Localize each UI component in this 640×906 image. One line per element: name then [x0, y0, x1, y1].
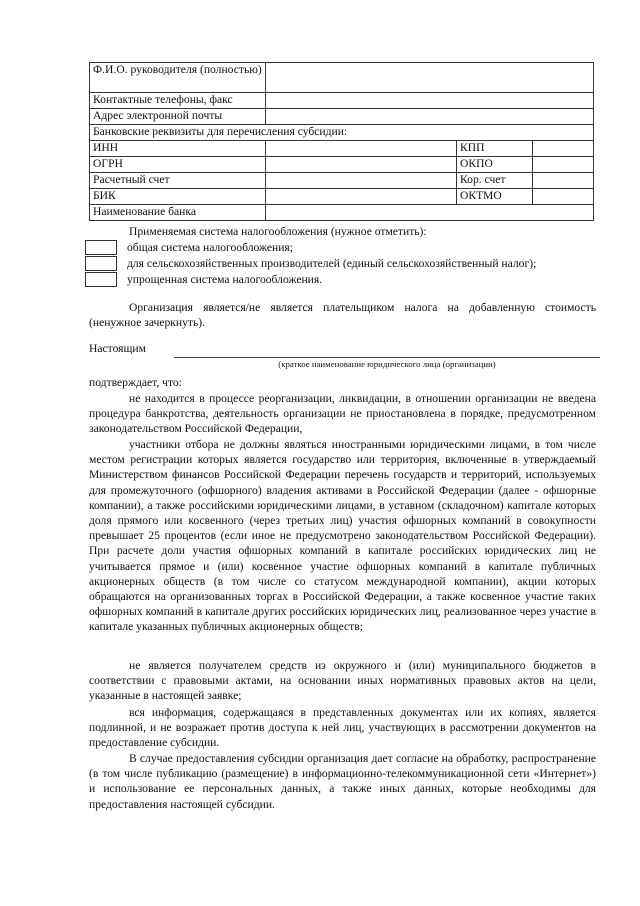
- email-label: Адрес электронной почты: [90, 109, 266, 125]
- ogrn-value[interactable]: [266, 157, 457, 173]
- phones-label: Контактные телефоны, факс: [90, 93, 266, 109]
- email-value[interactable]: [266, 109, 594, 125]
- tax-system-section: [85, 224, 605, 287]
- okpo-label: ОКПО: [457, 157, 533, 173]
- tax-option-checkbox-simplified[interactable]: [85, 272, 117, 287]
- bank-name-label: Наименование банка: [90, 205, 266, 221]
- bank-details-header: Банковские реквизиты для перечисления субсидии:: [90, 125, 594, 141]
- account-value[interactable]: [266, 173, 457, 189]
- oktmo-value[interactable]: [533, 189, 594, 205]
- declaration-paragraph-2: участники отбора не должны являться иностранными юридическими лицами, в том числе местом регистрации которых является государство или территория, включенные в утверждаемый Министерством финансов Российской Федерации перечень государств и территорий, используемых для промежуточного (офшорного) владения активами в Российской Федерации (далее - офшорные компании), а также российскими юридическими лицами, в уставном (складочном) капитале которых доля прямого или косвенного (через третьих лиц) участия офшорных компаний в совокупности превышает 25 процентов (если иное не предусмотрено законодательством Российской Федерации). При расчете доли участия офшорных компаний в капитале российских юридических лиц не учитывается прямое и (или) косвенное участие офшорных компаний в капитале публичных акционерных обществ (в том числе со статусом международной компании), акции которых обращаются на организованных торгах в Российской Федерации, а также косвенное участие таких офшорных компаний в капитале других российских юридических лиц, реализованное через участие в капитале указанных публичных акционерных обществ;: [89, 438, 596, 634]
- table-row: [90, 109, 594, 125]
- bik-value[interactable]: [266, 189, 457, 205]
- tax-option: [85, 239, 605, 255]
- bank-name-value[interactable]: [266, 205, 594, 221]
- bik-label: БИК: [90, 189, 266, 205]
- tax-option: [85, 255, 605, 271]
- organization-name-caption: (краткое наименование юридического лица (организации): [278, 359, 496, 369]
- corr-account-label: Кор. счет: [457, 173, 533, 189]
- confirms-text: подтверждает, что:: [89, 376, 182, 389]
- ogrn-label: ОГРН: [90, 157, 266, 173]
- declaration-paragraph-3: не является получателем средств из окружного и (или) муниципального бюджетов в соответствии с правовыми актами, на основании иных нормативных правовых актов на цели, указанные в настоящей заявке;: [89, 659, 596, 703]
- declaration-lead: Настоящим: [89, 342, 146, 355]
- director-name-value[interactable]: [266, 63, 594, 93]
- oktmo-label: ОКТМО: [457, 189, 533, 205]
- table-row: [90, 141, 594, 157]
- tax-option-label: общая система налогообложения;: [127, 240, 293, 254]
- declaration-paragraph-5: В случае предоставления субсидии организация дает согласие на обработку, распространение (в том числе публикацию (размещение) в информационно-телекоммуникационной сети «Интернет») и использование ее персональных данных, а также иных данных, которые необходимы для предоставления настоящей субсидии.: [89, 752, 596, 811]
- tax-option-checkbox-general[interactable]: [85, 240, 117, 255]
- kpp-value[interactable]: [533, 141, 594, 157]
- table-row: [90, 189, 594, 205]
- table-row: [90, 63, 594, 93]
- tax-option-checkbox-agricultural[interactable]: [85, 256, 117, 271]
- applicant-info-table: [89, 62, 594, 221]
- table-row: [90, 157, 594, 173]
- account-label: Расчетный счет: [90, 173, 266, 189]
- table-row: [90, 93, 594, 109]
- tax-option-label: для сельскохозяйственных производителей (единый сельскохозяйственный налог);: [127, 256, 537, 270]
- corr-account-value[interactable]: [533, 173, 594, 189]
- tax-system-heading: Применяемая система налогообложения (нужное отметить):: [129, 225, 427, 238]
- table-row: [90, 173, 594, 189]
- tax-option-label: упрощенная система налогообложения.: [127, 272, 323, 286]
- okpo-value[interactable]: [533, 157, 594, 173]
- organization-name-line[interactable]: [174, 357, 600, 358]
- inn-value[interactable]: [266, 141, 457, 157]
- phones-value[interactable]: [266, 93, 594, 109]
- table-row: [90, 125, 594, 141]
- table-row: [90, 205, 594, 221]
- kpp-label: КПП: [457, 141, 533, 157]
- declaration-paragraph-4: вся информация, содержащаяся в представленных документах или их копиях, является подлинной, и не возражает против доступа к ней лиц, участвующих в рассмотрении документов на предоставление субсидии.: [89, 706, 596, 750]
- vat-statement: Организация является/не является плательщиком налога на добавленную стоимость (ненужное зачеркнуть).: [89, 301, 596, 330]
- inn-label: ИНН: [90, 141, 266, 157]
- declaration-paragraph-1: не находится в процессе реорганизации, ликвидации, в отношении организации не введена процедура банкротства, деятельность организации не приостановлена в порядке, предусмотренном законодательством Российской Федерации,: [89, 392, 596, 436]
- director-name-label: Ф.И.О. руководителя (полностью): [90, 63, 266, 93]
- tax-option: [85, 271, 605, 287]
